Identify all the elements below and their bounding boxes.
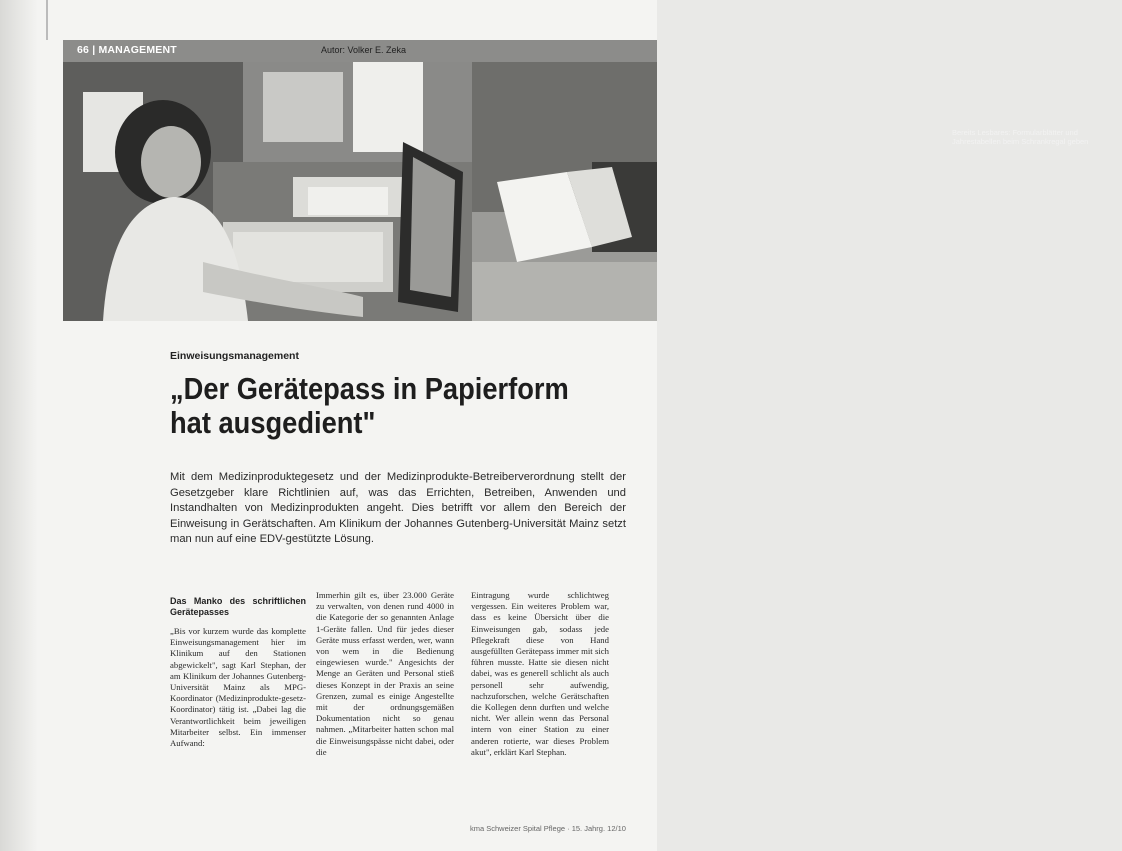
body-column-2: [316, 590, 454, 758]
body-column-1: [170, 590, 306, 749]
headline-line-1: „Der Gerätepass in Papierform: [170, 371, 569, 406]
page-footer: kma Schweizer Spital Pflege · 15. Jahrg. 12/10: [470, 824, 626, 833]
crop-mark: [46, 0, 48, 40]
section-label: 66 | MANAGEMENT: [77, 44, 177, 56]
author-line: Autor: Volker E. Zeka: [321, 45, 407, 55]
photo-caption: Bereits Lesbares: Formularblätter und Jahrestabellen beim Schrankregal geben: [952, 128, 1089, 146]
page-gutter-shadow: [0, 0, 38, 851]
article-lead: Mit dem Medizinproduktegesetz und der Medizinprodukte-Betreiberverordnung stellt der Gesetzgeber klare Richtlinien auf, was das Errichten, Betreiben, Anwenden und Instandhalten von Medizinprodukten angeht. Dies betrifft vor allem den Bereich der Einweisung in Gerätschaften. Am Klinikum der Johannes Gutenberg-Universität Mainz setzt man nun auf eine EDV-gestützte Lösung.: [170, 471, 626, 546]
photo-illustration: [63, 62, 472, 321]
section-header-bar: [63, 40, 657, 62]
headline-line-2: hat ausgedient": [170, 405, 376, 440]
article-kicker: Einweisungsmanagement: [170, 350, 299, 362]
photo-document-on-desk: [472, 62, 1089, 321]
body-column-3: [471, 590, 609, 758]
body-text: Immerhin gilt es, über 23.000 Geräte zu verwalten, von denen rund 4000 in die Kategorie der so genannten Anlage 1-Geräte fallen. Und für jedes dieser Geräte muss erfasst werden, wer, wann von wem in die Bedienung eingewiesen wurde." Angesichts der Menge an Geräten und Personal stieß dieses Konzept in der Praxis an seine Grenzen, zumal es einige Angestellte mit der ordnungsgemäßen Dokumentation nicht so genau nahmen. „Mitarbeiter hatten schon mal die Einweisungspässe nicht dabei, oder die: [316, 590, 454, 757]
subheading: Das Manko des schriftlichen Gerätepasses: [170, 596, 306, 617]
body-text: Eintragung wurde schlichtweg vergessen. Ein weiteres Problem war, dass es keine Übersicht über die Einweisungen gab, sodass jede Pflegekraft diese von Hand ausgefüllten Gerätepass immer mit sich führen musste. Hatte sie diesen nicht dabei, was es generell schlicht als auch personell sehr aufwendig, nachzuforschen, welche Gerätschaften die Kollegen denn durften und welche nicht. Wer allein wenn das Personal intern von einer Station zu einer anderen rotierte, war dieses Problem akut", erklärt Karl Stephan.: [471, 590, 609, 757]
photo-woman-at-desk: [63, 62, 472, 321]
body-text: „Bis vor kurzem wurde das komplette Einweisungsmanagement hier im Klinikum auf den Stationen abgewickelt", sagt Karl Stephan, der am Klinikum der Johannes Gutenberg-Universität Mainz als MPG-Koordinator (Medizinprodukte-gesetz-Koordinator) tätig ist. „Dabei lag die Verantwortlichkeit beim jeweiligen Mitarbeiter selbst. Ein immenser Aufwand:: [170, 626, 306, 749]
article-headline: [170, 372, 610, 440]
photo-illustration-side: [472, 62, 657, 321]
